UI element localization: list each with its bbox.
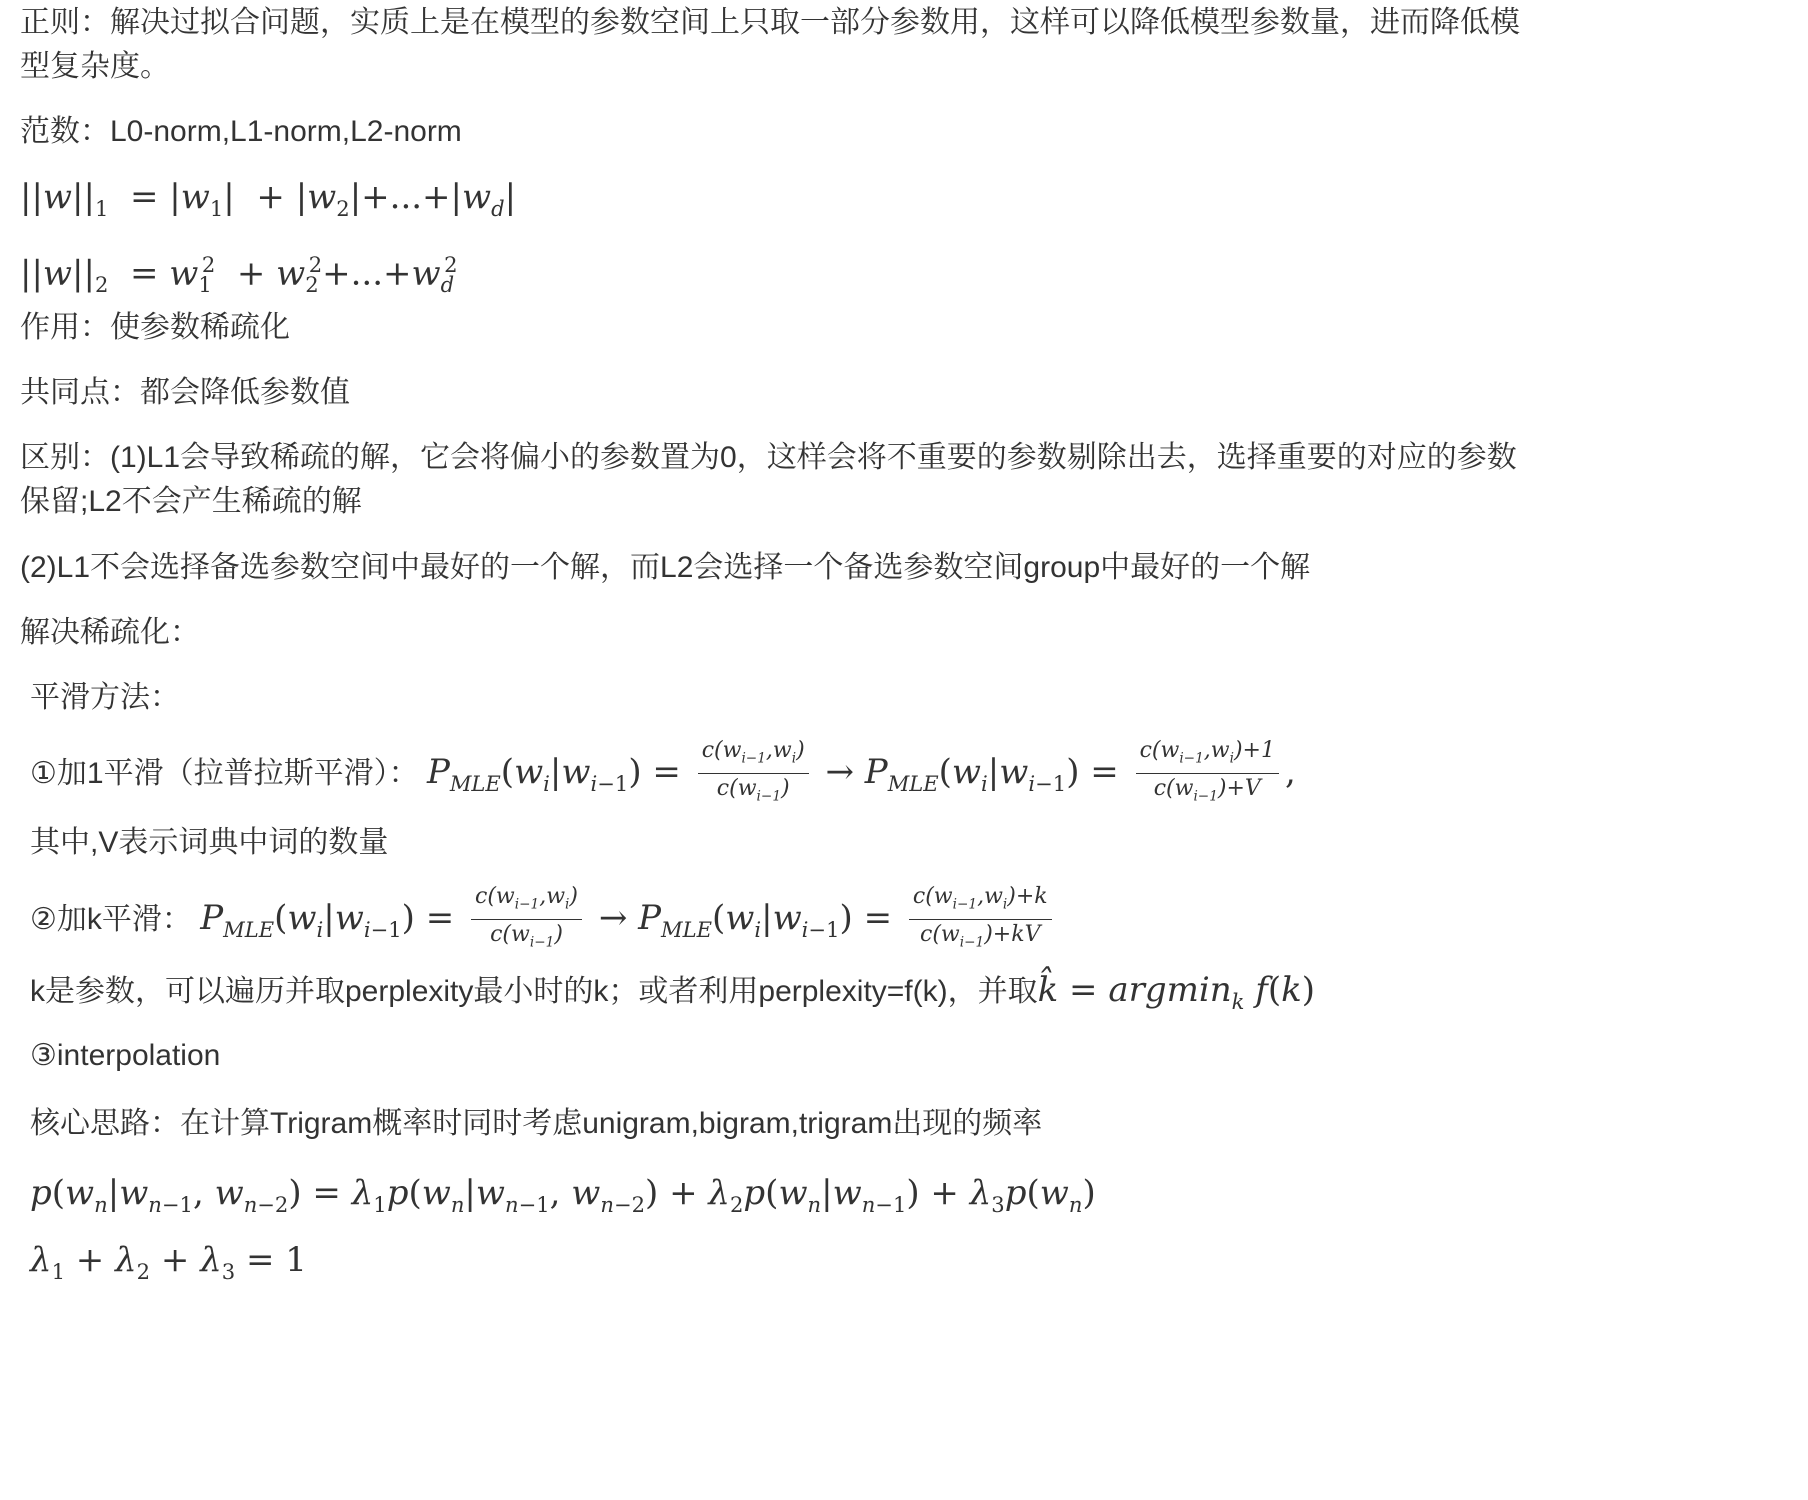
regularization-line-1: 正则：解决过拟合问题，实质上是在模型的参数空间上只取一部分参数用，这样可以降低模型参数量，进而降低模 [20,6,1520,39]
l2-norm-formula: $||w||_2 = w_1^2 + w_2^2+...+w_d^2$ [20,252,458,298]
add-one-smoothing [30,738,1296,814]
norms-label: 范数：L0-norm,L1-norm,L2-norm [20,115,462,148]
l1-norm-formula: $||w||_1 = |w_1| + |w_2|+...+|w_d|$ [20,177,517,221]
difference-line-3: (2)L1不会选择备选参数空间中最好的一个解，而L2会选择一个备选参数空间group中最好的一个解 [20,551,1311,584]
add-k-formula: $P_{MLE}(w_i|w_{i-1})$ = $\frac{c(w_{i-1},w_i)}{c(w_{i-1})}$ → $P_{MLE}(w_i|w_{i-1})$ = $\frac{c(w_{i-1},w_i)+k}{c(w_{i-1})+kV}$ [200,898,1057,938]
lambda-sum-formula: $\lambda_1 + \lambda_2 + \lambda_3 = 1$ [30,1240,307,1284]
add-k-label: ②加k平滑： [30,902,192,936]
add-one-label: ①加1平滑（拉普拉斯平滑）： [30,756,419,790]
regularization-line-2: 型复杂度。 [20,50,170,83]
add-one-formula: $P_{MLE}(w_i|w_{i-1})$ = $\frac{c(w_{i-1},w_i)}{c(w_{i-1})}$ → $P_{MLE}(w_i|w_{i-1})$ = $\frac{c(w_{i-1},w_i)+1}{c(w_{i-1})+V}$ , [426,738,1296,805]
sparsity-title: 解决稀疏化： [20,616,200,649]
interpolation-formula: $p(w_n|w_{n-1}$, $w_{n-2}) = \lambda_1p(w_n|w_{n-1}$, $w_{n-2}) + \lambda_2p(w_n|w_{n-1}) + \lambda_3p(w_n)$ [30,1173,1096,1217]
k-argmin-formula: k̂ = argmin$_k$ f(k) [1037,970,1315,1014]
k-note [30,965,1315,1027]
difference-line-2: 保留;L2不会产生稀疏的解 [20,485,362,518]
core-idea: 核心思路：在计算Trigram概率时同时考虑unigram,bigram,trigram出现的频率 [30,1107,1043,1140]
common-text: 共同点：都会降低参数值 [20,376,350,409]
smoothing-title: 平滑方法： [30,681,180,714]
effect-text: 作用：使参数稀疏化 [20,311,290,344]
vocab-note: 其中,V表示词典中词的数量 [30,826,389,859]
interpolation-title: ③interpolation [30,1039,221,1072]
k-note-text: k是参数，可以遍历并取perplexity最小时的k；或者利用perplexity=f(k)，并取 [30,975,1038,1008]
add-k-smoothing [30,884,1058,960]
difference-line-1: 区别：(1)L1会导致稀疏的解，它会将偏小的参数置为0，这样会将不重要的参数剔除出去，选择重要的对应的参数 [20,441,1517,474]
